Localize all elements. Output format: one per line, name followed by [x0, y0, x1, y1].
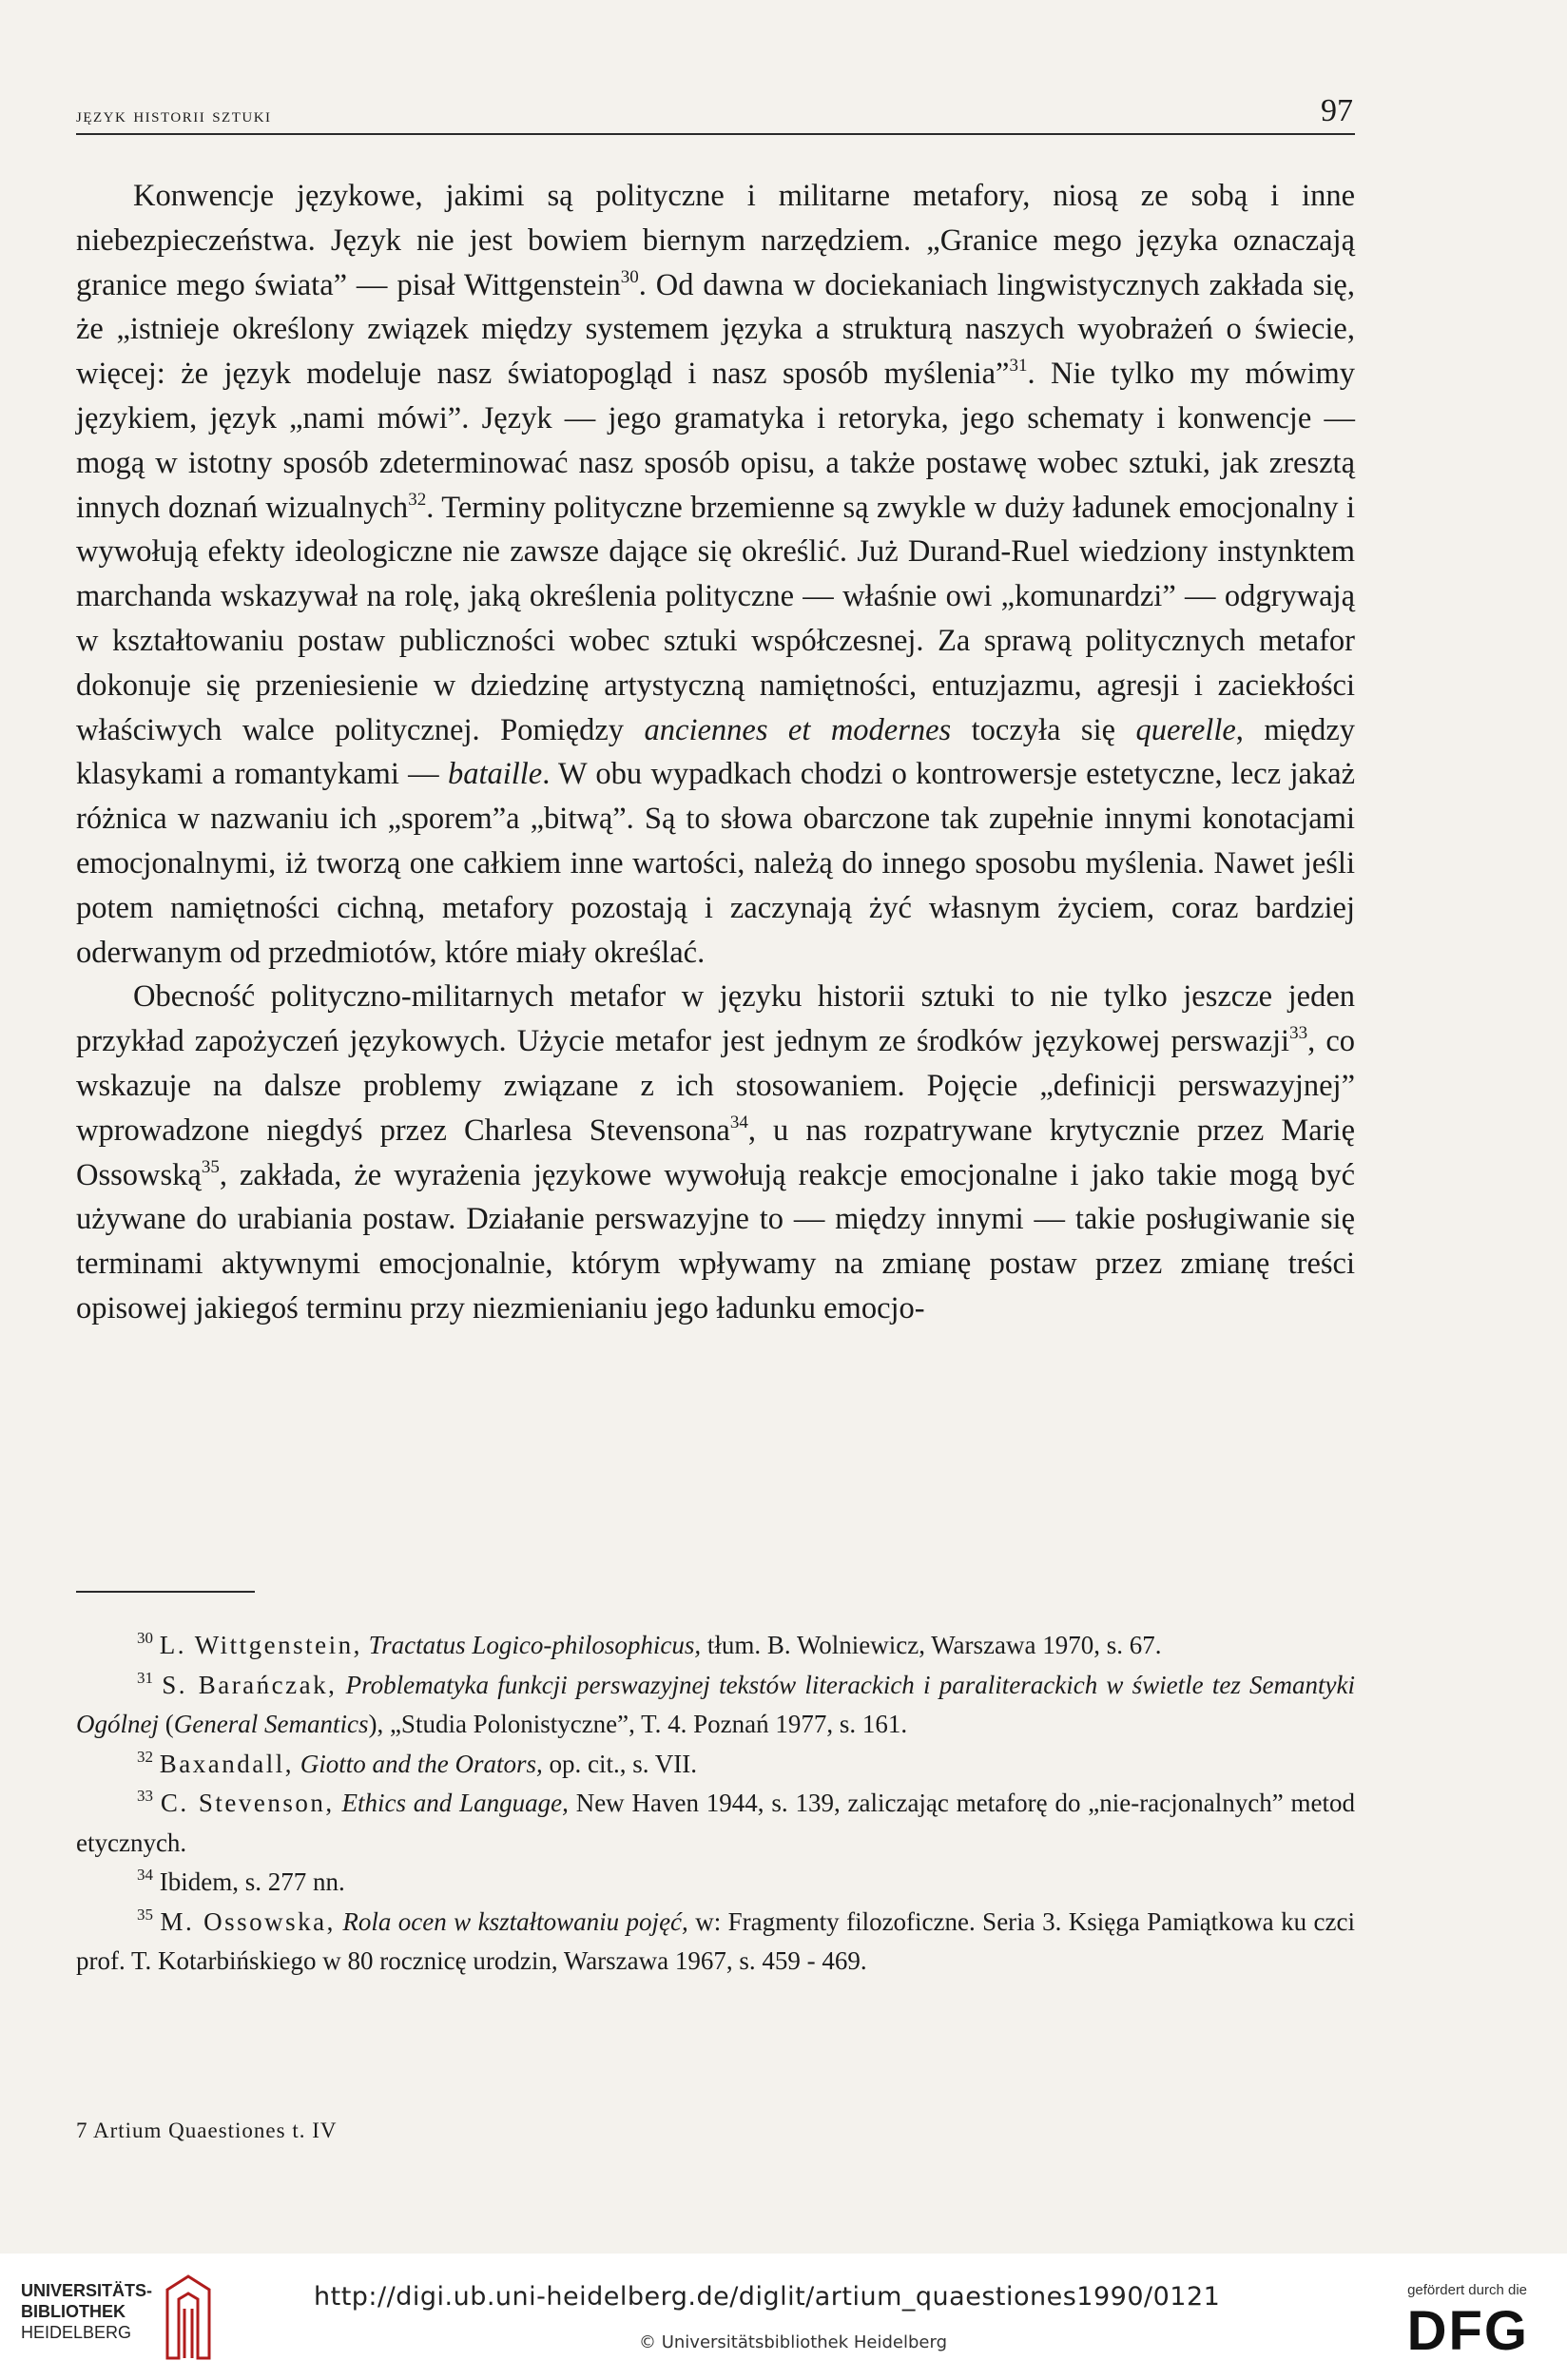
copyright-notice: © Universitätsbibliothek Heidelberg	[639, 2332, 948, 2352]
footnote-title: Giotto and the Orators,	[300, 1749, 543, 1778]
footnote-33	[76, 1784, 1355, 1863]
footnote-32	[76, 1745, 1355, 1785]
page-number: 97	[1321, 93, 1353, 128]
library-name-line: BIBLIOTHEK	[21, 2302, 126, 2321]
footnote-text: tłum. B. Wolniewicz, Warszawa 1970, s. 67.	[701, 1631, 1162, 1659]
text-run: , u nas rozpatrywane krytycznie przez Marię Ossowską	[76, 1113, 1356, 1192]
footnote-ref-35: 35	[201, 1156, 220, 1177]
footnote-title: Ethics and Language,	[341, 1789, 569, 1817]
footnote-text: ), „Studia Polonistyczne”, T. 4. Poznań 1977, s. 161.	[368, 1710, 908, 1738]
page-header	[76, 91, 1355, 135]
footnote-title: General Semantics	[173, 1710, 369, 1738]
text-run: , między klasykami a romantykami —	[76, 712, 1356, 792]
footnote-text: op. cit., s. VII.	[542, 1749, 697, 1778]
footnote-text: (	[159, 1710, 174, 1738]
text-run: Konwencje językowe, jakimi są polityczne i militarne metafory, niosą ze sobą i inne niebezpieczeństwa. Język nie jest bowiem biernym narzędziem. „Granice mego języka oznaczają granice mego świata” — pisał Wittgenstein	[76, 179, 1355, 302]
library-emblem-icon	[160, 2271, 217, 2362]
footnote-number: 30	[137, 1629, 153, 1647]
footnote-number: 34	[137, 1866, 153, 1884]
text-run: . W obu wypadkach chodzi o kontrowersje estetyczne, lecz jakaż różnica w nazwaniu ich „sporem”a „bitwą”. Są to słowa obarczone tak zupełnie innymi konotacjami emocjonalnymi, iż tworzą one całkiem inne wartości, należą do innego sposobu myślenia. Nawet jeśli potem namiętności cichną, metafory pozostają i zaczynają żyć własnym życiem, coraz bardziej oderwanym od przedmiotów, które miały określać.	[76, 757, 1355, 970]
main-text	[76, 174, 1355, 1331]
text-run: . Od dawna w dociekaniach lingwistycznych zakłada się, że „istnieje określony związek między systemem języka a strukturą naszych wyobrażeń o świecie, więcej: że język modeluje nasz światopogląd i nasz sposób myślenia”	[76, 267, 1355, 392]
footnote-ref-31: 31	[1009, 356, 1028, 377]
italic-term: bataille	[447, 757, 543, 792]
text-run: toczyła się	[951, 712, 1136, 747]
footnote-author: L. Wittgenstein,	[159, 1631, 362, 1659]
italic-term: querelle	[1135, 712, 1236, 747]
text-run: Obecność polityczno-militarnych metafor w języku historii sztuki to nie tylko jeszcze jeden przykład zapożyczeń językowych. Użycie metafor jest jednym ze środków językowej perswazji	[76, 979, 1355, 1059]
footnote-number: 33	[137, 1787, 153, 1805]
library-name-line: HEIDELBERG	[21, 2323, 132, 2342]
footnote-title: Tractatus Logico-philosophicus,	[368, 1631, 702, 1659]
funder-caption: gefördert durch die	[1407, 2282, 1527, 2298]
footnote-title: Problematyka funkcji perswazyjnej tekstów literackich i paraliterackich w świetle tez Semantyki Ogólnej	[76, 1670, 1356, 1738]
footnote-number: 31	[137, 1668, 153, 1687]
footnote-title: Rola ocen w kształtowaniu pojęć,	[342, 1906, 688, 1936]
footnote-31	[76, 1666, 1355, 1745]
text-run: . Nie tylko my mówimy językiem, język „nami mówi”. Język — jego gramatyka i retoryka, jego schematy i konwencje — mogą w istotny sposób zdeterminować nasz sposób opisu, a także postawę wobec sztuki, jak zresztą innych doznań wizualnych	[76, 357, 1355, 525]
permalink-url[interactable]: http://digi.ub.uni-heidelberg.de/diglit/artium_quaestiones1990/0121	[314, 2282, 1221, 2312]
footnotes	[76, 1626, 1355, 1982]
text-run: . Terminy polityczne brzemienne są zwykle w duży ładunek emocjonalny i wywołują efekty ideologiczne nie zawsze dające się określić. Już Durand-Ruel wiedziony instynktem marchanda wskazywał na rolę, jaką określenia polityczne — właśnie owi „komunardzi” — odgrywają w kształtowaniu postaw publiczności wobec sztuki współczesnej. Za sprawą politycznych metafor dokonuje się przeniesienie w dziedzinę artystyczną namiętności, entuzjazmu, agresji i zaciekłości właściwych walce politycznej. Pomiędzy	[76, 490, 1356, 747]
footnote-text: Ibidem, s. 277 nn.	[159, 1867, 345, 1896]
viewer-footer	[0, 2254, 1567, 2380]
footnote-ref-33: 33	[1289, 1023, 1308, 1044]
text-run: , zakłada, że wyrażenia językowe wywołują reakcje emocjonalne i jako takie mogą być używane do urabiania postaw. Działanie perswazyjne to — między innymi — takie posługiwanie się terminami aktywnymi emocjonalnie, którym wpływamy na zmianę postaw przez zmianę treści opisowej jakiegoś terminu przy niezmienianiu jego ładunku emocjo-	[76, 1157, 1355, 1325]
footnote-ref-34: 34	[729, 1112, 748, 1132]
footnote-text: w: Fragmenty filozoficzne. Seria 3. Księga Pamiątkowa ku czci prof. T. Kotarbińskiego w 80 rocznicę urodzin, Warszawa 1967, s. 459 - 469.	[76, 1906, 1355, 1975]
footnote-34	[76, 1863, 1355, 1903]
italic-term: anciennes et modernes	[644, 712, 952, 747]
footnote-author: S. Barańczak,	[162, 1670, 338, 1699]
footnote-author: M. Ossowska,	[160, 1906, 336, 1936]
running-head: język historii sztuki	[76, 103, 272, 126]
footnote-number: 35	[137, 1905, 153, 1924]
paragraph-2	[76, 975, 1355, 1330]
footnote-30	[76, 1626, 1355, 1666]
footnote-ref-30: 30	[620, 266, 639, 287]
footnote-number: 32	[137, 1747, 153, 1766]
paragraph-1	[76, 174, 1355, 975]
footnote-divider	[76, 1591, 255, 1593]
footnote-author: C. Stevenson,	[160, 1789, 335, 1817]
printer-signature: 7 Artium Quaestiones t. IV	[76, 2119, 338, 2142]
footnote-author: Baxandall,	[159, 1749, 294, 1778]
footnote-35	[76, 1903, 1355, 1982]
text-run: , co wskazuje na dalsze problemy związane z ich stosowaniem. Pojęcie „definicji perswazyjnej” wprowadzone niegdyś przez Charlesa Stevensona	[76, 1024, 1355, 1148]
footnote-ref-32: 32	[408, 489, 427, 510]
library-logo[interactable]	[21, 2280, 152, 2343]
footnote-text: New Haven 1944, s. 139, zaliczając metaforę do „nie-racjonalnych” metod etycznych.	[76, 1789, 1355, 1857]
library-name-line: UNIVERSITÄTS-	[21, 2281, 153, 2300]
dfg-logo[interactable]: DFG	[1406, 2300, 1529, 2362]
